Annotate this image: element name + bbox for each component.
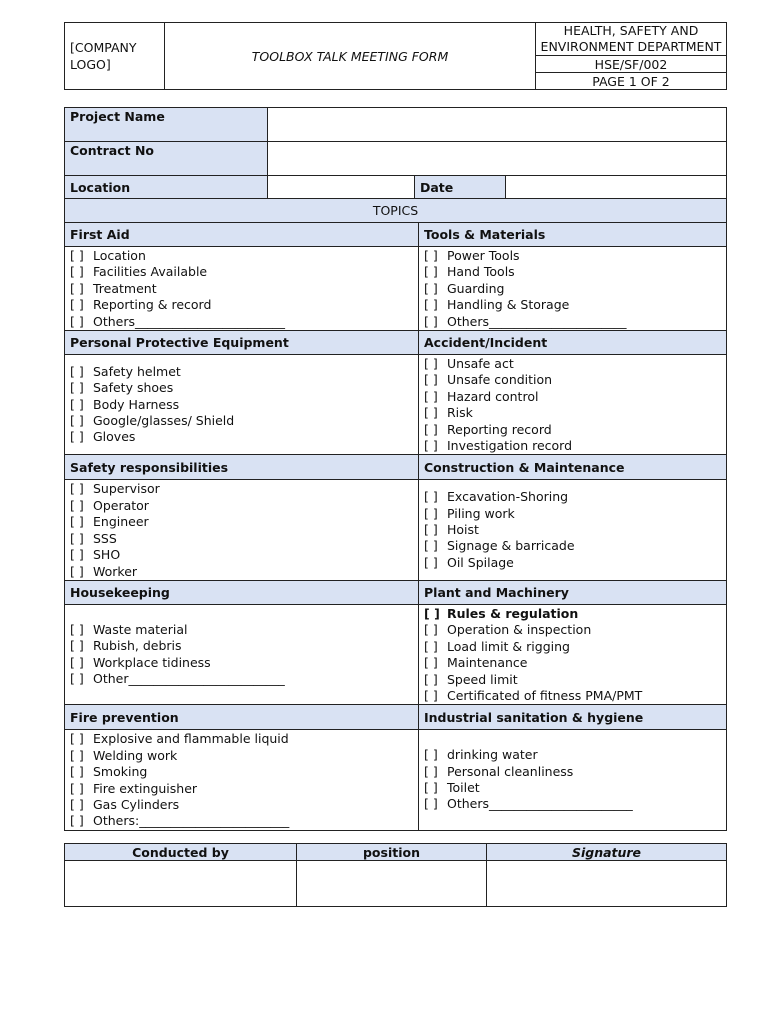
checklist-item-label: Hazard control <box>447 388 539 404</box>
checklist-item-label: Location <box>93 248 146 263</box>
checklist-item <box>70 397 413 413</box>
conducted-by-input[interactable] <box>65 861 297 907</box>
checklist-item-label: Others_______________________ <box>447 796 633 812</box>
checklist-item-label: Gloves <box>93 429 136 445</box>
checklist-item-label: Rules & regulation <box>447 605 579 621</box>
checklist-item-label: Operator <box>93 497 149 513</box>
section-title-construction: Construction & Maintenance <box>419 455 727 480</box>
checklist-item <box>424 672 721 688</box>
checklist-item-label: Others:________________________ <box>93 813 290 829</box>
checkbox[interactable]: [ ] <box>424 313 438 329</box>
checklist-item-label: Maintenance <box>447 655 528 671</box>
checklist-item <box>424 372 721 388</box>
checkbox[interactable]: [ ] <box>424 264 438 280</box>
checkbox[interactable]: [ ] <box>70 621 84 637</box>
checklist-item <box>70 531 413 547</box>
checklist-item <box>424 297 721 313</box>
checklist-item <box>424 422 721 438</box>
checklist-item-label: Waste material <box>93 621 188 637</box>
checkbox[interactable]: [ ] <box>424 388 438 404</box>
checklist-item-label: Explosive and flammable liquid <box>93 731 289 747</box>
checklist-item <box>70 655 413 671</box>
checklist-item-label: Others______________________ <box>447 313 627 329</box>
checklist-item <box>70 564 413 580</box>
sanitation-list <box>419 730 727 830</box>
section-title-ppe: Personal Protective Equipment <box>65 331 419 355</box>
checkbox[interactable]: [ ] <box>424 638 438 654</box>
checkbox[interactable]: [ ] <box>424 605 440 621</box>
checklist-item <box>70 297 413 313</box>
checkbox[interactable]: [ ] <box>70 264 84 280</box>
location-input[interactable] <box>268 176 415 199</box>
checklist-item <box>424 314 721 330</box>
checklist-item-label: Workplace tidiness <box>93 654 211 670</box>
section-title-accident: Accident/Incident <box>419 331 727 355</box>
project-name-label: Project Name <box>65 108 268 142</box>
checkbox[interactable]: [ ] <box>70 638 84 654</box>
section-title-sanitation: Industrial sanitation & hygiene <box>419 705 727 730</box>
checklist-item-label: Unsafe act <box>447 356 514 372</box>
checkbox[interactable]: [ ] <box>424 763 438 779</box>
checklist-item-label: Unsafe condition <box>447 372 553 388</box>
checkbox[interactable]: [ ] <box>424 505 438 521</box>
location-label: Location <box>65 176 268 199</box>
checklist-item <box>70 380 413 396</box>
checklist-item <box>70 514 413 530</box>
section-title-fire: Fire prevention <box>65 705 419 730</box>
accident-list <box>419 355 727 455</box>
conducted-by-header: Conducted by <box>65 844 297 861</box>
checkbox[interactable]: [ ] <box>70 363 84 379</box>
checklist-item <box>70 622 413 638</box>
checklist-item-label: Personal cleanliness <box>447 763 574 779</box>
checkbox[interactable]: [ ] <box>424 655 438 671</box>
checkbox[interactable]: [ ] <box>70 813 84 829</box>
checklist-item <box>70 781 413 797</box>
checklist-item-label: Investigation record <box>447 438 573 454</box>
section-title-first-aid: First Aid <box>65 223 419 247</box>
checklist-item <box>424 622 721 638</box>
checklist-item <box>424 405 721 421</box>
checklist-item-label: Load limit & rigging <box>447 638 570 654</box>
position-header: position <box>297 844 487 861</box>
checklist-item <box>70 314 413 330</box>
checklist-item-label: Welding work <box>93 747 178 763</box>
checklist-item-label: Risk <box>447 405 473 421</box>
checklist-item-label: Excavation-Shoring <box>447 489 569 505</box>
checklist-item-label: Other_________________________ <box>93 671 285 687</box>
checklist-item-label: Gas Cylinders <box>93 796 180 812</box>
checklist-item-label: Facilities Available <box>93 264 208 280</box>
checkbox[interactable]: [ ] <box>70 796 84 812</box>
checklist-item-label: Speed limit <box>447 671 518 687</box>
construction-list <box>419 480 727 580</box>
checkbox[interactable]: [ ] <box>424 747 438 763</box>
checkbox[interactable]: [ ] <box>70 313 84 329</box>
checklist-item-label: Guarding <box>447 280 505 296</box>
checkbox[interactable]: [ ] <box>70 297 84 313</box>
checkbox[interactable]: [ ] <box>424 356 438 372</box>
checkbox[interactable]: [ ] <box>70 429 84 445</box>
checklist-item <box>424 264 721 280</box>
logo-line-1: [COMPANY <box>70 40 137 55</box>
company-logo-placeholder <box>65 23 165 90</box>
checkbox[interactable]: [ ] <box>424 248 438 263</box>
toolbox-form-table <box>64 107 727 831</box>
checkbox[interactable]: [ ] <box>424 489 438 505</box>
checkbox[interactable]: [ ] <box>70 280 84 296</box>
checkbox[interactable]: [ ] <box>424 372 438 388</box>
checkbox[interactable]: [ ] <box>424 671 438 687</box>
tools-list <box>419 247 727 331</box>
form-code: HSE/SF/002 <box>536 56 727 73</box>
checklist-item <box>424 606 721 622</box>
checklist-item <box>70 731 413 747</box>
checkbox[interactable]: [ ] <box>70 412 84 428</box>
checklist-item-label: SHO <box>93 547 121 563</box>
signature-table <box>64 843 727 907</box>
fire-list <box>65 730 419 830</box>
checkbox[interactable]: [ ] <box>424 405 438 421</box>
contract-no-label: Contract No <box>65 142 268 176</box>
checklist-item <box>424 780 721 796</box>
checkbox[interactable]: [ ] <box>424 796 438 812</box>
checklist-item-label: Smoking <box>93 764 148 780</box>
checkbox[interactable]: [ ] <box>70 481 84 497</box>
checklist-item <box>70 481 413 497</box>
checklist-item <box>70 764 413 780</box>
checklist-item <box>424 248 721 264</box>
checkbox[interactable]: [ ] <box>424 554 438 570</box>
checklist-item-label: Engineer <box>93 514 149 530</box>
checklist-item-label: Oil Spilage <box>447 554 514 570</box>
checklist-item-label: Treatment <box>93 280 157 296</box>
checklist-item <box>424 555 721 571</box>
checklist-item-label: Supervisor <box>93 481 160 497</box>
section-title-plant: Plant and Machinery <box>419 580 727 604</box>
checkbox[interactable]: [ ] <box>424 438 438 454</box>
checklist-item <box>424 796 721 812</box>
checklist-item <box>70 748 413 764</box>
signature-input[interactable] <box>487 861 727 907</box>
safety-list <box>65 480 419 580</box>
checklist-item-label: Signage & barricade <box>447 538 575 554</box>
checklist-item-label: Worker <box>93 563 138 579</box>
checkbox[interactable]: [ ] <box>70 731 84 747</box>
checkbox[interactable]: [ ] <box>70 671 84 687</box>
section-title-tools: Tools & Materials <box>419 223 727 247</box>
checklist-item <box>70 413 413 429</box>
checklist-item <box>424 639 721 655</box>
checklist-item-label: Fire extinguisher <box>93 780 198 796</box>
checkbox[interactable]: [ ] <box>70 764 84 780</box>
topics-header: TOPICS <box>65 199 727 223</box>
checklist-item-label: drinking water <box>447 747 538 763</box>
checklist-item <box>70 281 413 297</box>
checklist-item-label: Piling work <box>447 505 515 521</box>
checkbox[interactable]: [ ] <box>424 280 438 296</box>
checklist-item <box>424 489 721 505</box>
checklist-item-label: Handling & Storage <box>447 297 570 313</box>
checklist-item <box>70 797 413 813</box>
checklist-item <box>424 356 721 372</box>
checklist-item <box>424 538 721 554</box>
checkbox[interactable]: [ ] <box>70 780 84 796</box>
checklist-item <box>70 547 413 563</box>
checkbox[interactable]: [ ] <box>424 521 438 537</box>
checkbox[interactable]: [ ] <box>424 687 438 703</box>
checklist-item <box>70 429 413 445</box>
checklist-item-label: Reporting & record <box>93 297 212 313</box>
logo-line-2: LOGO] <box>70 57 111 72</box>
project-name-input[interactable] <box>268 108 727 142</box>
checklist-item <box>424 506 721 522</box>
checkbox[interactable]: [ ] <box>70 514 84 530</box>
checkbox[interactable]: [ ] <box>424 780 438 796</box>
checklist-item-label: Toilet <box>447 780 480 796</box>
checkbox[interactable]: [ ] <box>70 547 84 563</box>
plant-list <box>419 604 727 704</box>
department-name <box>536 23 727 56</box>
checklist-item-label: Safety shoes <box>93 380 174 396</box>
checkbox[interactable]: [ ] <box>70 248 84 263</box>
section-title-safety: Safety responsibilities <box>65 455 419 480</box>
checklist-item <box>70 638 413 654</box>
checklist-item-label: Body Harness <box>93 396 180 412</box>
housekeeping-list <box>65 604 419 704</box>
checklist-item-label: Reporting record <box>447 421 552 437</box>
checklist-item <box>70 498 413 514</box>
checklist-item <box>424 747 721 763</box>
checkbox[interactable]: [ ] <box>424 297 438 313</box>
checkbox[interactable]: [ ] <box>70 497 84 513</box>
checklist-item <box>424 438 721 454</box>
checklist-item-label: Certificated of fitness PMA/PMT <box>447 687 643 703</box>
checklist-item <box>70 264 413 280</box>
checkbox[interactable]: [ ] <box>424 538 438 554</box>
checkbox[interactable]: [ ] <box>424 421 438 437</box>
checklist-item <box>424 655 721 671</box>
form-header <box>64 22 727 90</box>
checklist-item-label: SSS <box>93 530 117 546</box>
checklist-item-label: Safety helmet <box>93 363 181 379</box>
checklist-item-label: Operation & inspection <box>447 622 592 638</box>
page-number: PAGE 1 OF 2 <box>536 73 727 90</box>
checklist-item <box>424 764 721 780</box>
checklist-item <box>424 522 721 538</box>
checkbox[interactable]: [ ] <box>70 747 84 763</box>
checklist-item <box>424 389 721 405</box>
checklist-item-label: Power Tools <box>447 248 520 263</box>
checklist-item-label: Rubish, debris <box>93 638 182 654</box>
checklist-item <box>70 364 413 380</box>
checkbox[interactable]: [ ] <box>70 380 84 396</box>
checklist-item-label: Hand Tools <box>447 264 515 280</box>
checklist-item <box>70 813 413 829</box>
checkbox[interactable]: [ ] <box>70 396 84 412</box>
ppe-list <box>65 355 419 455</box>
checklist-item <box>70 671 413 687</box>
date-input[interactable] <box>506 176 727 199</box>
checklist-item <box>424 688 721 704</box>
checklist-item-label: Google/glasses/ Shield <box>93 412 235 428</box>
checklist-item-label: Hoist <box>447 521 479 537</box>
signature-header: Signature <box>487 844 727 861</box>
checklist-item-label: Others________________________ <box>93 313 286 329</box>
checkbox[interactable]: [ ] <box>70 563 84 579</box>
dept-line-2: ENVIRONMENT DEPARTMENT <box>540 39 722 54</box>
checklist-item <box>70 248 413 264</box>
checkbox[interactable]: [ ] <box>424 622 438 638</box>
date-label: Date <box>415 176 506 199</box>
first-aid-list <box>65 247 419 331</box>
checkbox[interactable]: [ ] <box>70 654 84 670</box>
section-title-housekeeping: Housekeeping <box>65 580 419 604</box>
checkbox[interactable]: [ ] <box>70 530 84 546</box>
form-title: TOOLBOX TALK MEETING FORM <box>165 23 536 90</box>
position-input[interactable] <box>297 861 487 907</box>
checklist-item <box>424 281 721 297</box>
dept-line-1: HEALTH, SAFETY AND <box>563 23 699 38</box>
contract-no-input[interactable] <box>268 142 727 176</box>
